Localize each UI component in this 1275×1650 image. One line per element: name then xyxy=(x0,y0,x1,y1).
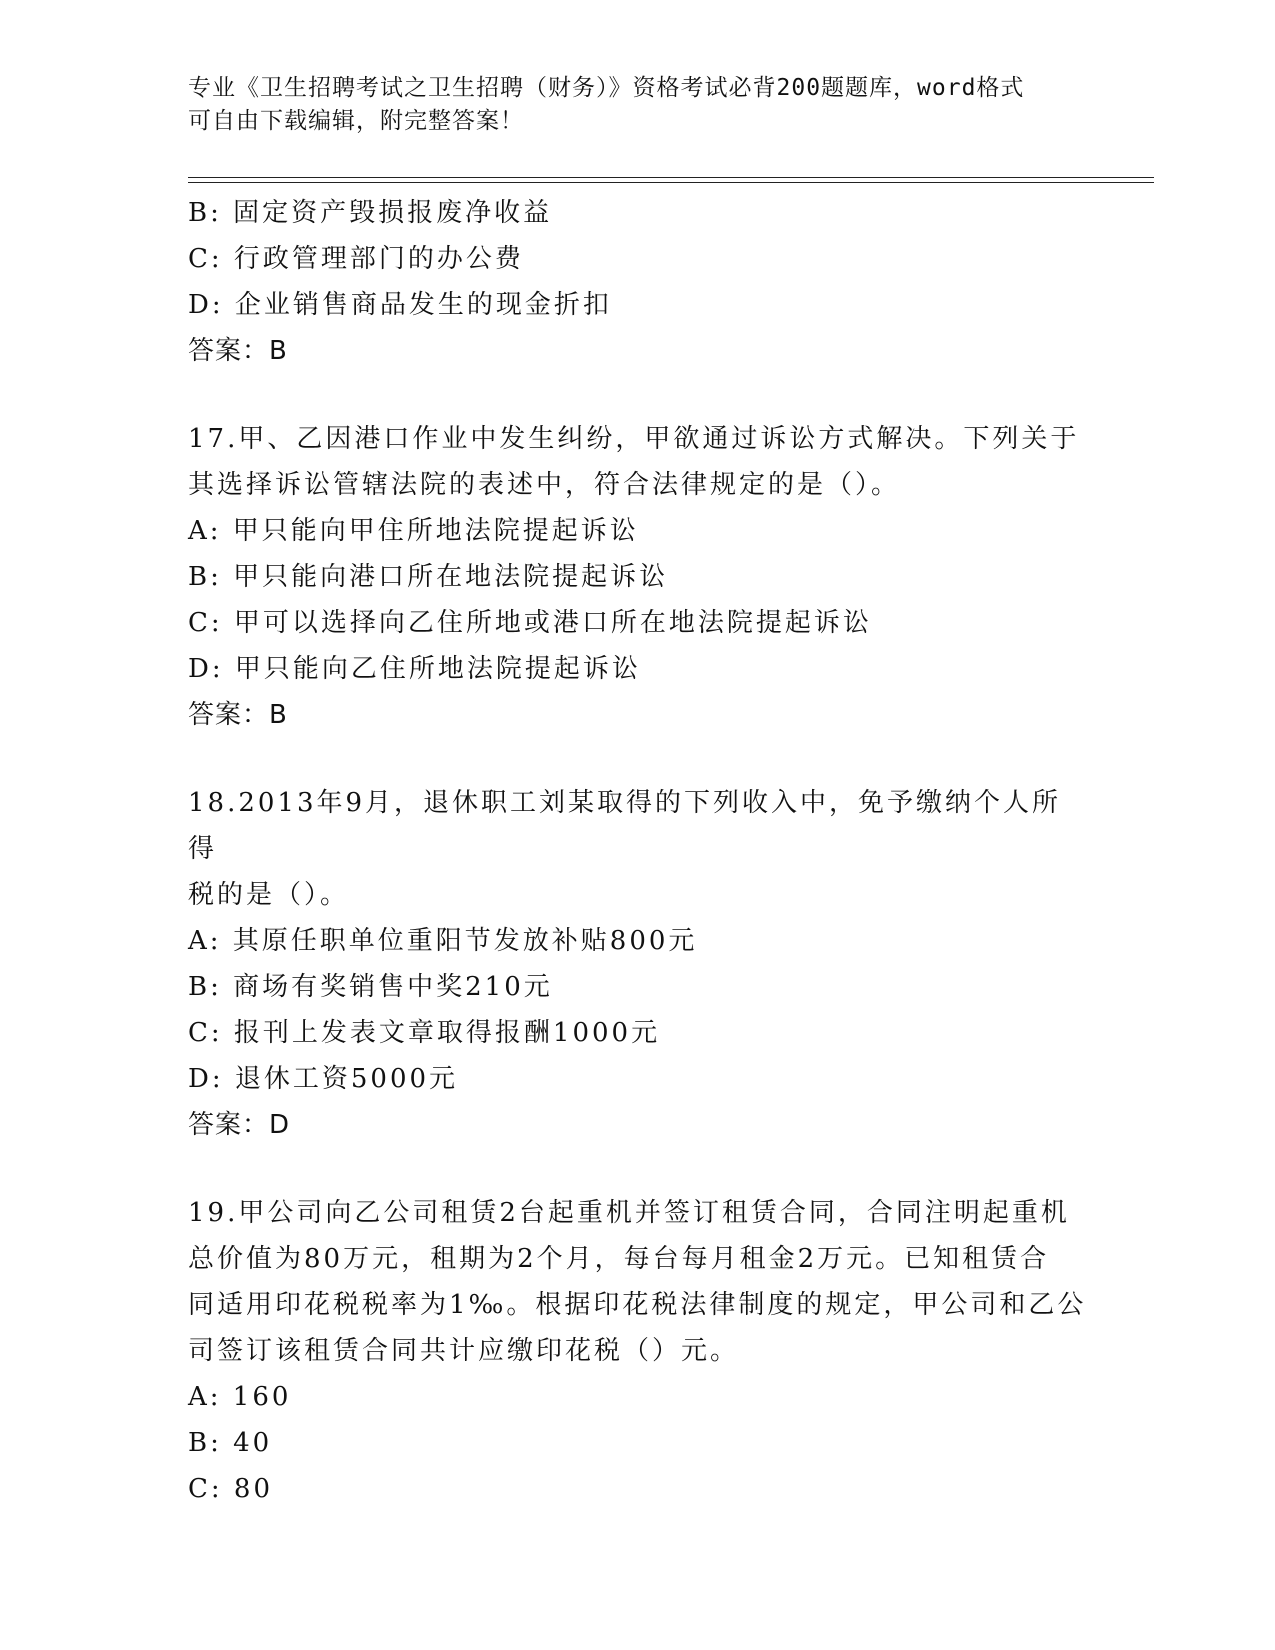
stem-line: 17.甲、乙因港口作业中发生纠纷，甲欲通过诉讼方式解决。下列关于 xyxy=(188,424,1080,454)
option-b: B: 40 xyxy=(188,1428,273,1458)
option-c: C: 报刊上发表文章取得报酬1000元 xyxy=(188,1018,661,1048)
answer-line: 答案：B xyxy=(188,700,288,730)
header-rule-top xyxy=(188,177,1154,178)
option-a: A: 甲只能向甲住所地法院提起诉讼 xyxy=(188,516,639,546)
stem-line: 其选择诉讼管辖法院的表述中，符合法律规定的是（）。 xyxy=(188,470,901,500)
document-header xyxy=(188,72,1088,138)
header-line-1: 专业《卫生招聘考试之卫生招聘（财务）》资格考试必背200题题库，word格式 xyxy=(188,75,1025,101)
stem-line: 司签订该租赁合同共计应缴印花税（）元。 xyxy=(188,1336,740,1366)
stem-line: 同适用印花税税率为1‰。根据印花税法律制度的规定，甲公司和乙公 xyxy=(188,1290,1087,1320)
option-d: D: 企业销售商品发生的现金折扣 xyxy=(188,290,612,320)
stem-line: 总价值为80万元，租期为2个月，每台每月租金2万元。已知租赁合 xyxy=(188,1244,1050,1274)
stem-line: 18.2013年9月，退休职工刘某取得的下列收入中，免予缴纳个人所得 xyxy=(188,788,1062,864)
document-body xyxy=(188,190,1088,1512)
option-b: B: 固定资产毁损报废净收益 xyxy=(188,198,553,228)
answer-line: 答案：D xyxy=(188,1110,291,1140)
question-17 xyxy=(188,416,1088,738)
question-18 xyxy=(188,780,1088,1148)
answer-line: 答案：B xyxy=(188,336,288,366)
option-c: C: 80 xyxy=(188,1474,274,1504)
header-rule-bottom xyxy=(188,182,1154,183)
option-b: B: 商场有奖销售中奖210元 xyxy=(188,972,553,1002)
question-stem xyxy=(188,416,1088,508)
option-a: A: 160 xyxy=(188,1382,292,1412)
question-stem xyxy=(188,780,1088,918)
option-a: A: 其原任职单位重阳节发放补贴800元 xyxy=(188,926,698,956)
question-19 xyxy=(188,1190,1088,1512)
question-stem xyxy=(188,1190,1088,1374)
option-d: D: 退休工资5000元 xyxy=(188,1064,459,1094)
header-line-2: 可自由下载编辑，附完整答案！ xyxy=(188,108,524,134)
option-c: C: 行政管理部门的办公费 xyxy=(188,244,524,274)
previous-question-tail xyxy=(188,190,1088,374)
option-c: C: 甲可以选择向乙住所地或港口所在地法院提起诉讼 xyxy=(188,608,872,638)
stem-line: 19.甲公司向乙公司租赁2台起重机并签订租赁合同，合同注明起重机 xyxy=(188,1198,1070,1228)
option-d: D: 甲只能向乙住所地法院提起诉讼 xyxy=(188,654,641,684)
option-b: B: 甲只能向港口所在地法院提起诉讼 xyxy=(188,562,669,592)
stem-line: 税的是（）。 xyxy=(188,880,350,910)
